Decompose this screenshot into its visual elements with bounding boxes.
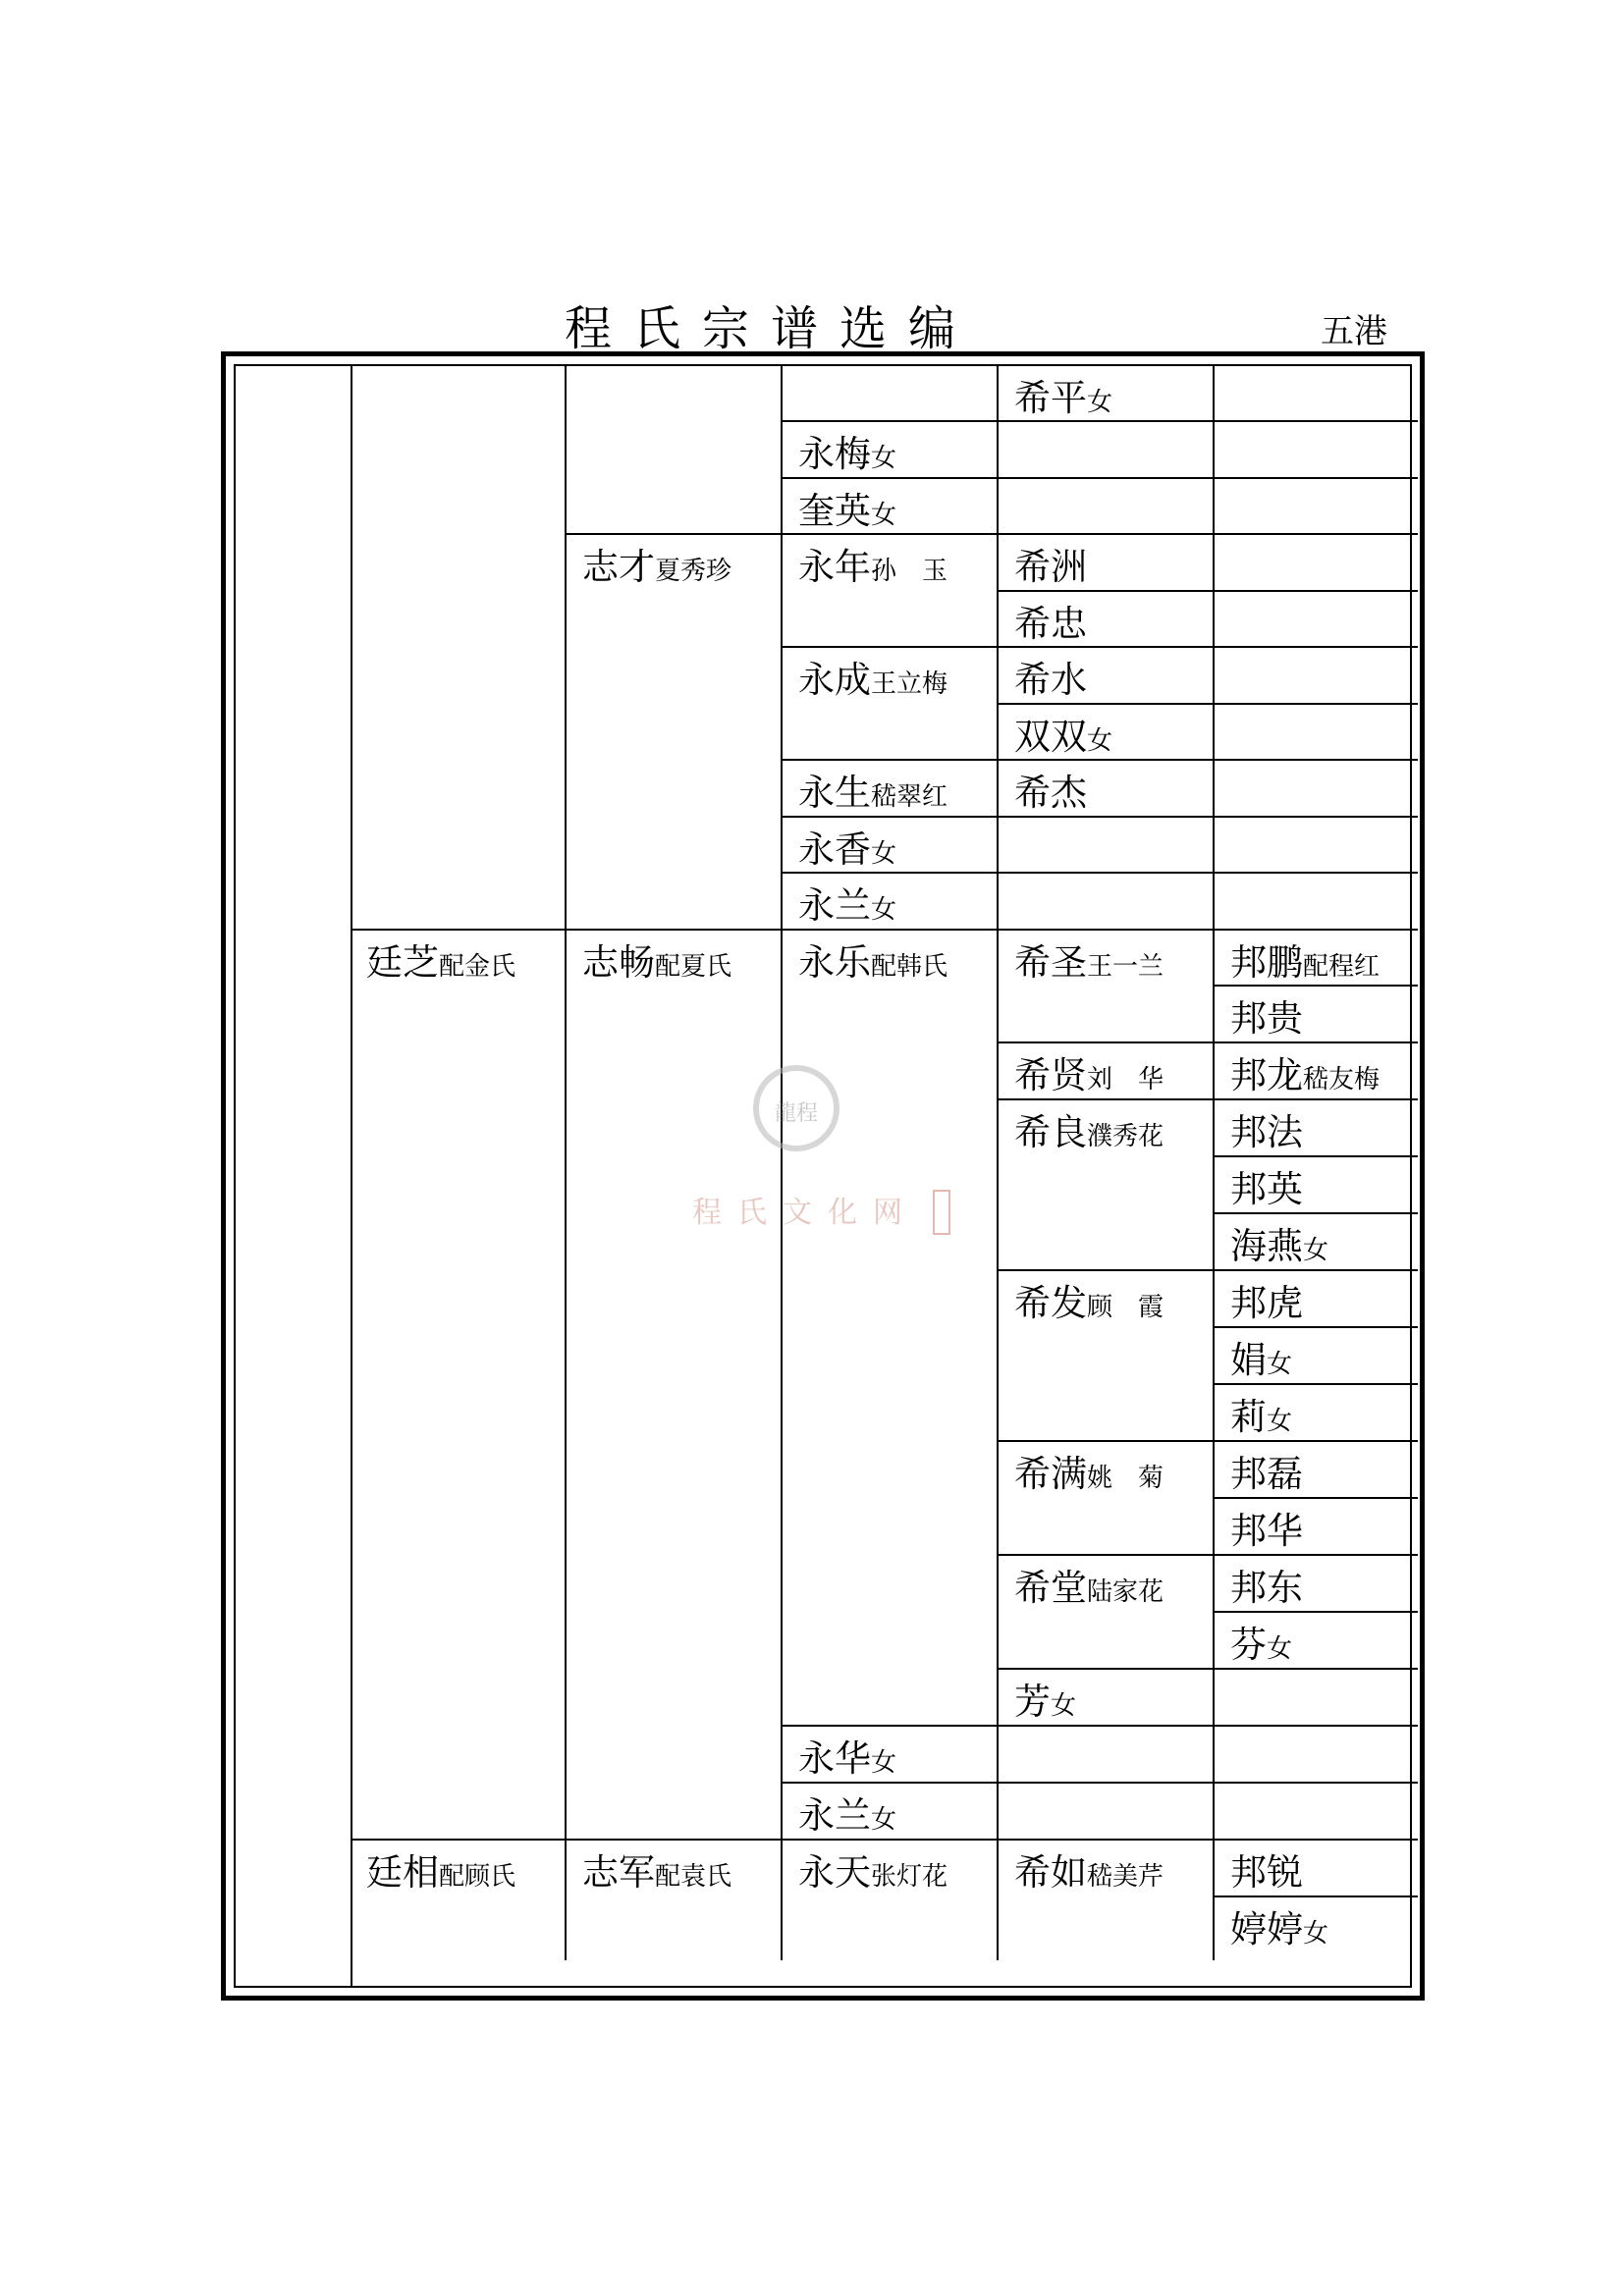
genealogy-cell — [999, 592, 1215, 648]
person-name: 娟 — [1230, 1339, 1267, 1381]
genealogy-cell — [567, 1841, 783, 1960]
genealogy-cell — [999, 1556, 1215, 1670]
spouse-note: 女 — [1303, 1919, 1329, 1949]
genealogy-cell — [783, 535, 999, 648]
spouse-note: 王立梅 — [871, 669, 948, 699]
person-name: 奎英 — [798, 490, 871, 532]
spouse-note: 配袁氏 — [655, 1862, 732, 1892]
genealogy-cell — [1215, 1043, 1418, 1100]
genealogy-cell — [783, 366, 999, 422]
person-name: 希水 — [1014, 659, 1087, 701]
person-name: 莉 — [1230, 1396, 1267, 1438]
genealogy-cell — [1215, 1214, 1418, 1271]
spouse-note: 女 — [1303, 1236, 1329, 1265]
person-name: 芳 — [1014, 1681, 1051, 1723]
person-name: 希发 — [1014, 1282, 1087, 1324]
spouse-note: 顾 霞 — [1087, 1293, 1164, 1322]
genealogy-cell — [999, 1727, 1215, 1784]
generation-column-blank — [236, 366, 352, 1986]
genealogy-cell — [1215, 1328, 1418, 1385]
spouse-note: 配顾氏 — [439, 1862, 516, 1892]
seal-stamp-icon — [753, 1065, 839, 1151]
genealogy-cell — [999, 479, 1215, 535]
person-name: 永生 — [798, 772, 871, 814]
genealogy-cell — [999, 366, 1215, 422]
genealogy-cell — [999, 874, 1215, 931]
genealogy-cell — [783, 422, 999, 479]
genealogy-cell — [999, 1043, 1215, 1100]
genealogy-cell — [1215, 705, 1418, 761]
person-name: 邦龙 — [1230, 1054, 1303, 1096]
genealogy-cell — [1215, 931, 1418, 987]
spouse-note: 女 — [871, 895, 897, 925]
genealogy-cell — [783, 479, 999, 535]
genealogy-cell — [1215, 1385, 1418, 1442]
genealogy-cell — [1215, 1499, 1418, 1556]
genealogy-cell — [1215, 366, 1418, 422]
genealogy-cell — [999, 648, 1215, 705]
spouse-note: 配韩氏 — [871, 952, 948, 982]
genealogy-cell — [351, 366, 567, 931]
person-name: 永梅 — [798, 433, 871, 475]
spouse-note: 女 — [871, 444, 897, 473]
person-name: 永年 — [798, 546, 871, 588]
genealogy-cell — [1215, 535, 1418, 592]
person-name: 芬 — [1230, 1624, 1267, 1666]
person-name: 永成 — [798, 659, 871, 701]
person-name: 希良 — [1014, 1111, 1087, 1153]
person-name: 永乐 — [798, 941, 871, 984]
genealogy-cell — [351, 931, 567, 1841]
genealogy-cell — [1215, 1841, 1418, 1897]
genealogy-cell — [783, 1727, 999, 1784]
genealogy-table — [234, 364, 1412, 1988]
spouse-note: 女 — [1087, 726, 1113, 756]
watermark-tag-icon — [933, 1190, 950, 1235]
genealogy-cell — [1215, 1613, 1418, 1670]
genealogy-cell — [1215, 1157, 1418, 1214]
genealogy-cell — [567, 366, 783, 535]
spouse-note: 濮秀花 — [1087, 1122, 1164, 1151]
genealogy-cell — [999, 1100, 1215, 1271]
genealogy-cell — [1215, 1100, 1418, 1157]
person-name: 邦贵 — [1230, 997, 1303, 1040]
person-name: 双双 — [1014, 716, 1087, 758]
spouse-note: 女 — [1267, 1634, 1293, 1664]
spouse-note: 嵇翠红 — [871, 782, 948, 812]
spouse-note: 刘 华 — [1087, 1065, 1164, 1095]
genealogy-cell — [567, 535, 783, 931]
seal-text: 龍程 — [774, 1101, 818, 1126]
genealogy-cell — [1215, 1897, 1418, 1960]
watermark-text: 程氏文化网 — [692, 1196, 918, 1230]
genealogy-cell — [1215, 1727, 1418, 1784]
spouse-note: 女 — [871, 501, 897, 530]
person-name: 海燕 — [1230, 1225, 1303, 1267]
spouse-note: 女 — [871, 839, 897, 869]
genealogy-cell — [999, 1670, 1215, 1727]
person-name: 希平 — [1014, 377, 1087, 419]
person-name: 永天 — [798, 1851, 871, 1894]
person-name: 廷芝 — [366, 941, 439, 984]
spouse-note: 女 — [871, 1805, 897, 1835]
person-name: 邦法 — [1230, 1111, 1303, 1153]
genealogy-cell — [1215, 479, 1418, 535]
genealogy-cell — [999, 422, 1215, 479]
spouse-note: 嵇美芹 — [1087, 1862, 1164, 1892]
genealogy-cell — [1215, 1670, 1418, 1727]
spouse-note: 女 — [1087, 388, 1113, 417]
spouse-note: 夏秀珍 — [655, 557, 732, 586]
genealogy-cell — [999, 705, 1215, 761]
person-name: 永兰 — [798, 1794, 871, 1837]
genealogy-cell — [351, 1841, 567, 1960]
spouse-note: 王一兰 — [1087, 952, 1164, 982]
person-name: 永华 — [798, 1737, 871, 1780]
spouse-note: 女 — [1267, 1350, 1293, 1379]
genealogy-cell — [783, 648, 999, 761]
spouse-note: 女 — [871, 1748, 897, 1778]
genealogy-cell — [999, 818, 1215, 874]
person-name: 希忠 — [1014, 603, 1087, 645]
person-name: 永兰 — [798, 884, 871, 927]
person-name: 希洲 — [1014, 546, 1087, 588]
genealogy-cell — [999, 535, 1215, 592]
genealogy-cell — [1215, 1442, 1418, 1499]
genealogy-cell — [1215, 422, 1418, 479]
genealogy-cell — [999, 1841, 1215, 1960]
genealogy-grid — [236, 366, 1410, 1986]
genealogy-cell — [1215, 761, 1418, 818]
person-name: 邦华 — [1230, 1510, 1303, 1552]
spouse-note: 陆家花 — [1087, 1577, 1164, 1607]
genealogy-cell — [1215, 1271, 1418, 1328]
person-name: 希满 — [1014, 1453, 1087, 1495]
person-name: 邦鹏 — [1230, 941, 1303, 984]
person-name: 希如 — [1014, 1851, 1087, 1894]
person-name: 志军 — [582, 1851, 655, 1894]
genealogy-cell — [999, 931, 1215, 1043]
genealogy-cell — [1215, 987, 1418, 1043]
person-name: 希圣 — [1014, 941, 1087, 984]
person-name: 邦东 — [1230, 1567, 1303, 1609]
person-name: 希堂 — [1014, 1567, 1087, 1609]
person-name: 婷婷 — [1230, 1908, 1303, 1950]
genealogy-cell — [783, 1841, 999, 1960]
genealogy-cell — [1215, 648, 1418, 705]
person-name: 邦虎 — [1230, 1282, 1303, 1324]
genealogy-cell — [999, 1784, 1215, 1841]
spouse-note: 姚 菊 — [1087, 1464, 1164, 1493]
spouse-note: 女 — [1267, 1407, 1293, 1436]
person-name: 邦英 — [1230, 1168, 1303, 1210]
spouse-note: 配程红 — [1303, 952, 1380, 982]
genealogy-cell — [999, 1271, 1215, 1442]
genealogy-cell — [567, 931, 783, 1841]
person-name: 希贤 — [1014, 1054, 1087, 1096]
spouse-note: 张灯花 — [871, 1862, 948, 1892]
person-name: 志才 — [582, 546, 655, 588]
spouse-note: 配夏氏 — [655, 952, 732, 982]
person-name: 邦磊 — [1230, 1453, 1303, 1495]
genealogy-cell — [999, 1442, 1215, 1556]
genealogy-cell — [1215, 818, 1418, 874]
genealogy-cell — [783, 1784, 999, 1841]
branch-label: 五港 — [1321, 312, 1387, 351]
genealogy-cell — [1215, 1784, 1418, 1841]
person-name: 志畅 — [582, 941, 655, 984]
genealogy-cell — [999, 761, 1215, 818]
spouse-note: 配金氏 — [439, 952, 516, 982]
genealogy-cell — [783, 874, 999, 931]
genealogy-table-frame — [221, 351, 1425, 2001]
person-name: 邦锐 — [1230, 1851, 1303, 1894]
genealogy-cell — [783, 761, 999, 818]
person-name: 希杰 — [1014, 772, 1087, 814]
person-name: 永香 — [798, 828, 871, 871]
page-title: 程氏宗谱选编 — [564, 301, 977, 356]
genealogy-cell — [783, 818, 999, 874]
spouse-note: 孙 玉 — [871, 557, 948, 586]
genealogy-cell — [1215, 874, 1418, 931]
person-name: 廷相 — [366, 1851, 439, 1894]
genealogy-cell — [783, 931, 999, 1727]
genealogy-cell — [1215, 592, 1418, 648]
genealogy-cell — [1215, 1556, 1418, 1613]
spouse-note: 女 — [1051, 1691, 1077, 1721]
spouse-note: 嵇友梅 — [1303, 1065, 1380, 1095]
